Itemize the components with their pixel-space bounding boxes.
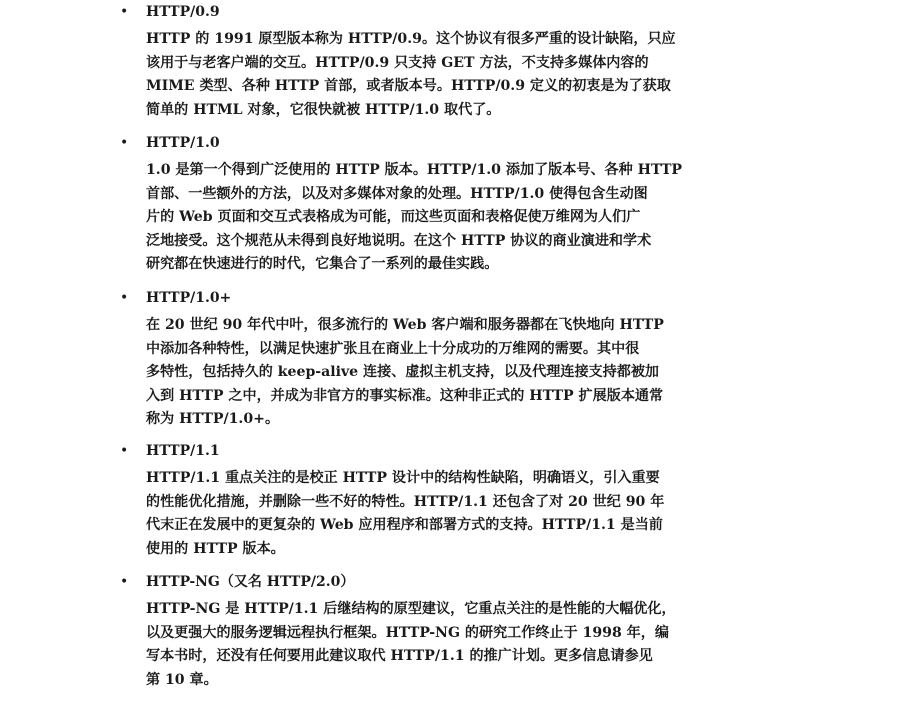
entry-title: HTTP/1.0: [146, 135, 220, 151]
body-line: 入到 HTTP 之中，并成为非官方的事实标准。这种非正式的 HTTP 扩展版本通常: [146, 387, 664, 404]
bullet-icon: •: [120, 4, 129, 20]
body-line: 代末正在发展中的更复杂的 Web 应用程序和部署方式的支持。HTTP/1.1 是当前: [146, 517, 663, 534]
body-line: 泛地接受。这个规范从未得到良好地说明。在这个 HTTP 协议的商业演进和学术: [146, 232, 652, 249]
entry-body: [146, 28, 726, 122]
body-line: 首部、一些额外的方法，以及对多媒体对象的处理。HTTP/1.0 使得包含生动图: [146, 185, 648, 202]
bullet-icon: •: [120, 135, 129, 151]
bullet-icon: •: [120, 574, 129, 590]
entry-title: HTTP-NG（又名 HTTP/2.0）: [146, 574, 355, 590]
body-line: 写本书时，还没有任何要用此建议取代 HTTP/1.1 的推广计划。更多信息请参见: [146, 648, 653, 665]
body-line: 第 10 章。: [146, 671, 218, 688]
body-line: HTTP-NG 是 HTTP/1.1 后继结构的原型建议，它重点关注的是性能的大幅优化，: [146, 601, 676, 617]
entry-body: [146, 314, 726, 432]
body-line: 研究都在快速进行的时代，它集合了一系列的最佳实践。: [146, 256, 499, 273]
entry-title: HTTP/1.0+: [146, 290, 232, 306]
entry-body: [146, 598, 726, 692]
bullet-icon: •: [120, 443, 129, 459]
body-line: HTTP/1.1 重点关注的是校正 HTTP 设计中的结构性缺陷，明确语义，引入重要: [146, 470, 660, 486]
body-line: MIME 类型、各种 HTTP 首部，或者版本号。HTTP/0.9 定义的初衷是为了获取: [146, 78, 671, 95]
body-line: 以及更强大的服务逻辑远程执行框架。HTTP-NG 的研究工作终止于 1998 年，编: [146, 624, 669, 641]
entry-title: HTTP/1.1: [146, 443, 220, 459]
body-line: 在 20 世纪 90 年代中叶，很多流行的 Web 客户端和服务器都在飞快地向 HTTP: [146, 317, 664, 333]
entry-body: [146, 467, 726, 561]
body-line: 片的 Web 页面和交互式表格成为可能，而这些页面和表格促使万维网为人们广: [146, 209, 641, 226]
body-line: 1.0 是第一个得到广泛使用的 HTTP 版本。HTTP/1.0 添加了版本号、各种 HTTP: [146, 162, 683, 178]
body-line: 多特性，包括持久的 keep-alive 连接、虚拟主机支持，以及代理连接支持都被加: [146, 364, 660, 381]
bullet-icon: •: [120, 290, 129, 306]
body-line: 称为 HTTP/1.0+。: [146, 411, 280, 428]
body-line: 该用于与老客户端的交互。HTTP/0.9 只支持 GET 方法，不支持多媒体内容的: [146, 54, 649, 71]
body-line: 使用的 HTTP 版本。: [146, 540, 285, 557]
body-line: 的性能优化措施，并删除一些不好的特性。HTTP/1.1 还包含了对 20 世纪 90 年: [146, 493, 665, 510]
body-line: 中添加各种特性，以满足快速扩张且在商业上十分成功的万维网的需要。其中很: [146, 340, 640, 357]
entry-body: [146, 159, 726, 277]
entry-title: HTTP/0.9: [146, 4, 220, 20]
body-line: 简单的 HTML 对象，它很快就被 HTTP/1.0 取代了。: [146, 101, 501, 118]
body-line: HTTP 的 1991 原型版本称为 HTTP/0.9。这个协议有很多严重的设计缺陷，只应: [146, 31, 676, 47]
